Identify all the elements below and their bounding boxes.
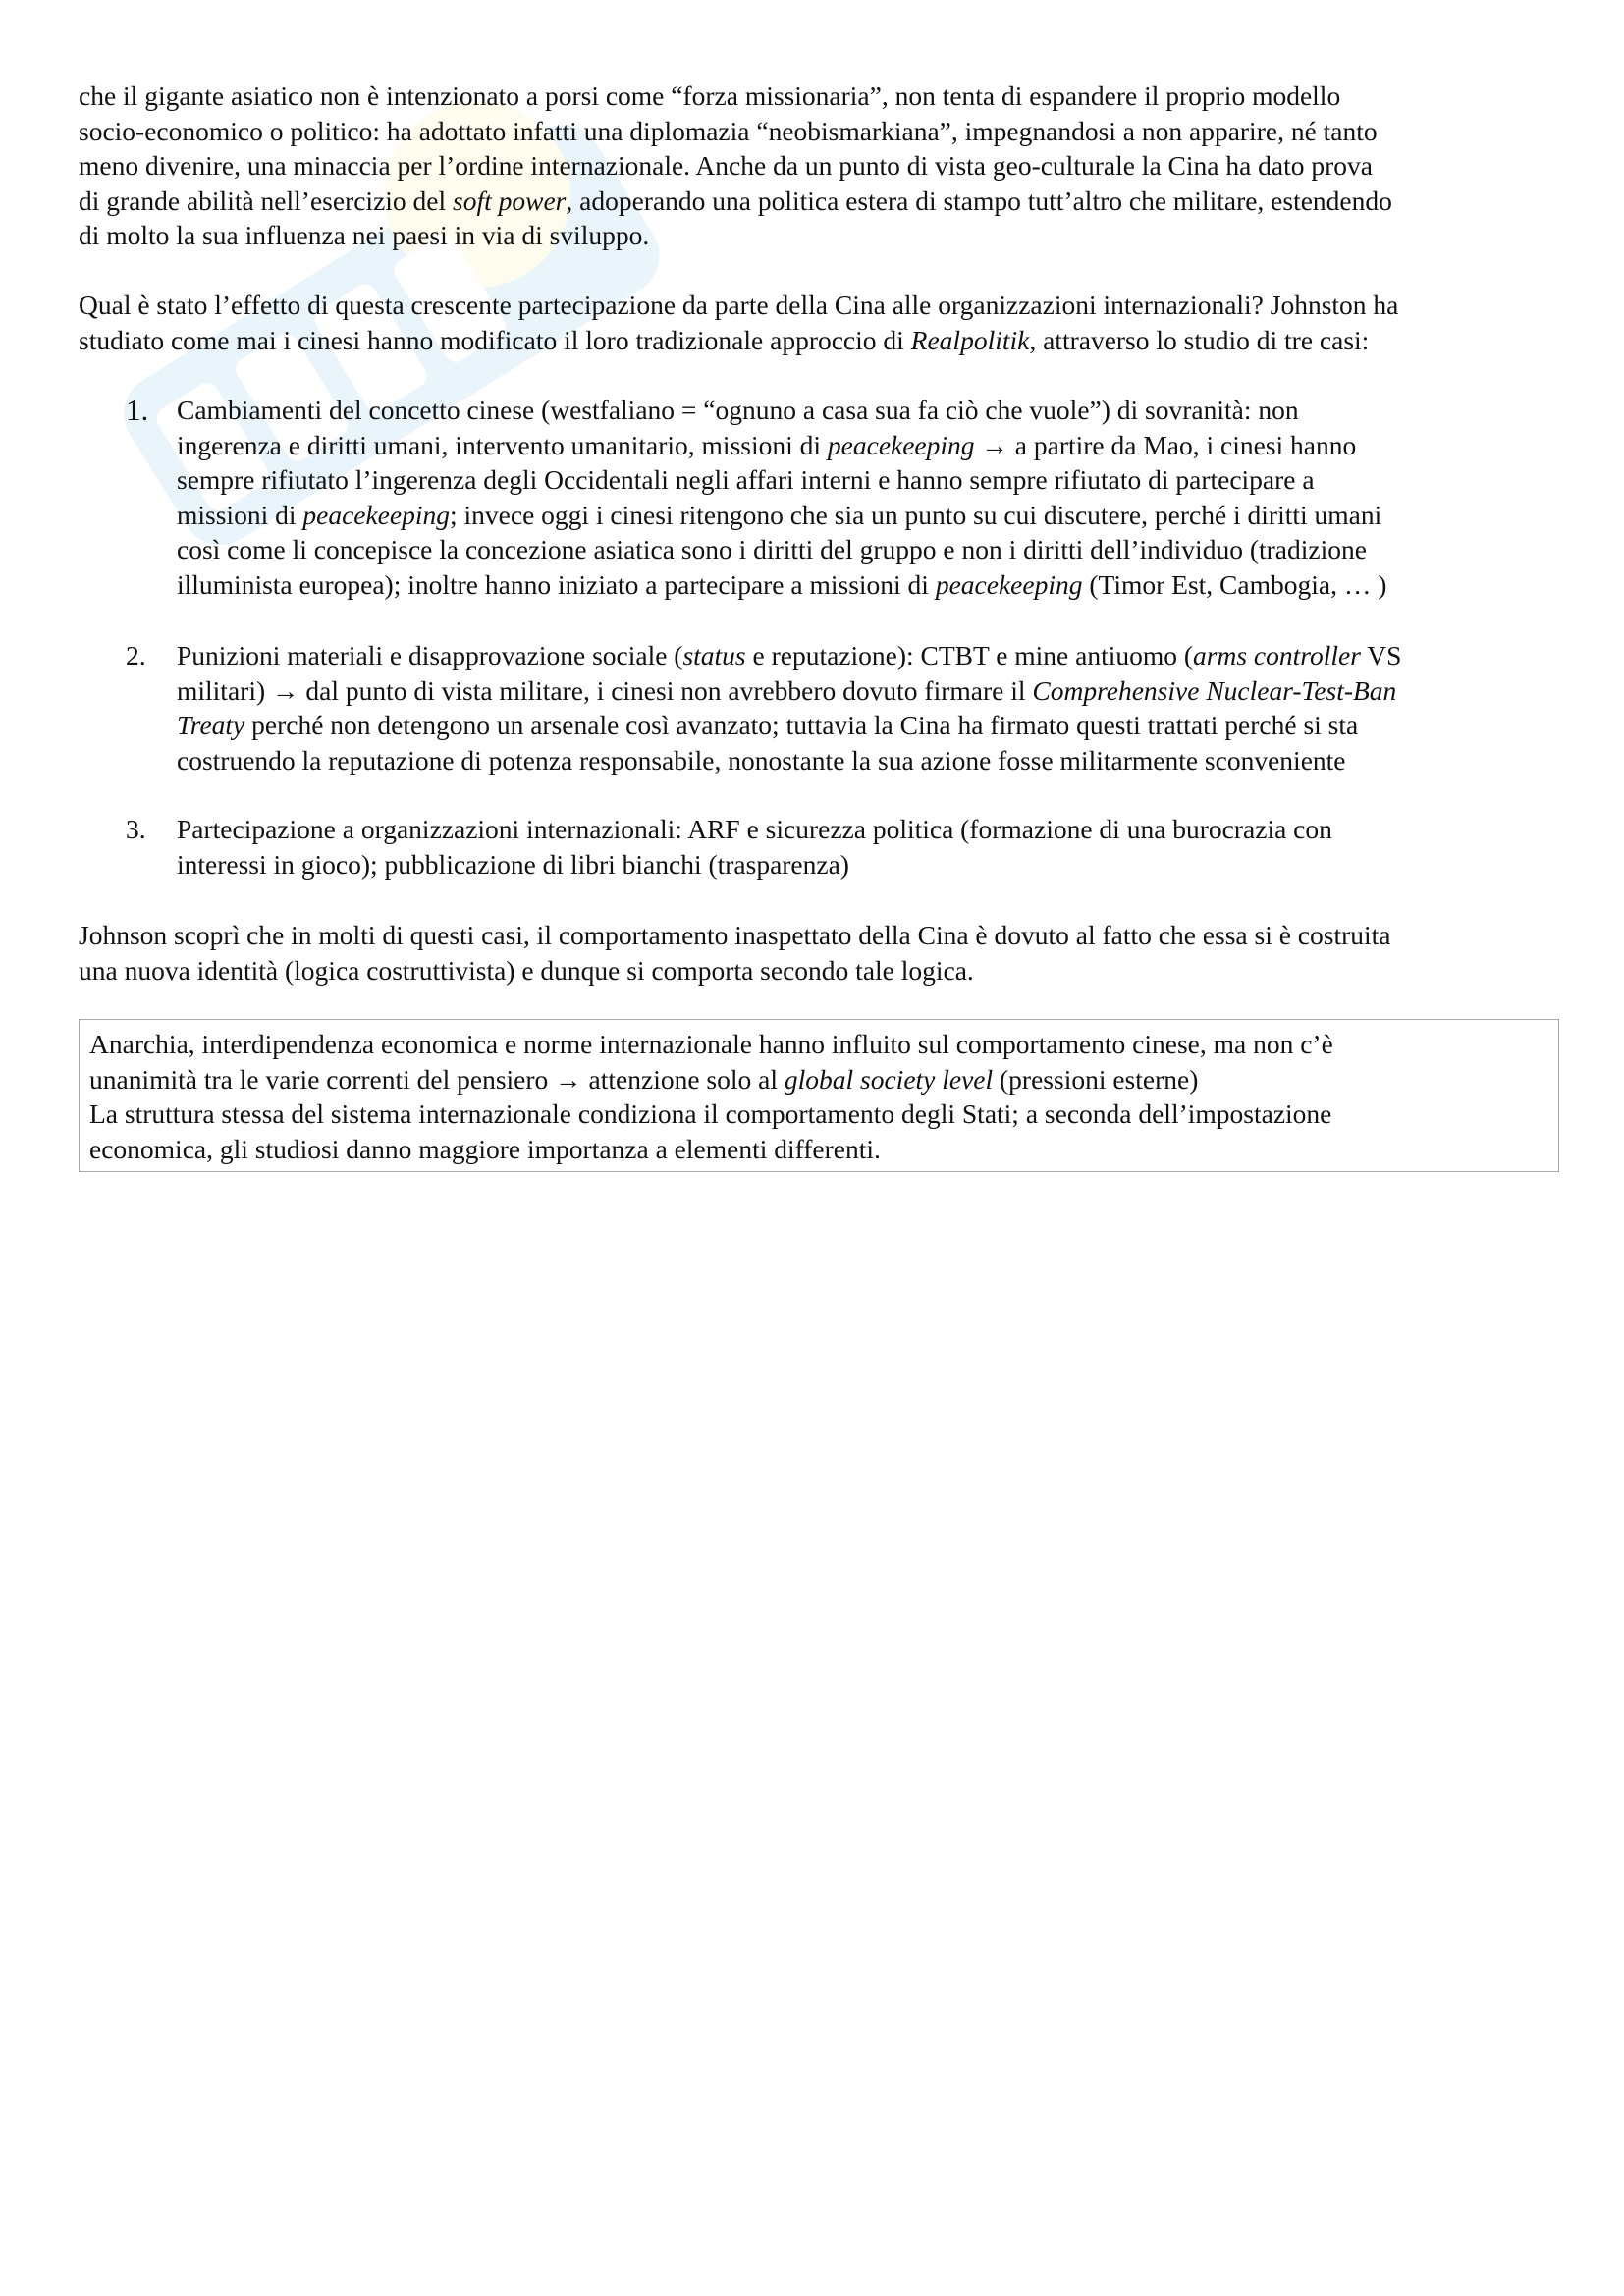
list-line: Cambiamenti del concetto cinese (westfaliano = “ognuno a casa sua fa ciò che vuole”) di sovranità: non [177, 395, 1299, 425]
list-number: 2. [126, 640, 146, 670]
list-line: illuminista europea); inoltre hanno iniziato a partecipare a missioni di peacekeeping (Timor Est, Cambogia, … ) [177, 568, 1387, 600]
list-line: costruendo la reputazione di potenza responsabile, nonostante la sua azione fosse militarmente sconveniente [177, 744, 1346, 775]
note-line: economica, gli studiosi danno maggiore importanza a elementi differenti. [89, 1133, 881, 1164]
list-line: così come li concepisce la concezione asiatica sono i diritti del gruppo e non i diritti dell’individuo (tradizione [177, 534, 1367, 564]
list-line: missioni di peacekeeping; invece oggi i cinesi ritengono che sia un punto su cui discutere, perché i diritti umani [177, 499, 1382, 530]
list-line: Punizioni materiali e disapprovazione sociale (status e reputazione): CTBT e mine antiuomo (arms controller VS [177, 640, 1402, 670]
intro-line: che il gigante asiatico non è intenzionato a porsi come “forza missionaria”, non tenta di espandere il proprio modello [79, 80, 1341, 111]
note-line: Anarchia, interdipendenza economica e norme internazionale hanno influito sul comportamento cinese, ma non c’è [89, 1029, 1333, 1059]
conclusion-line: Johnson scoprì che in molti di questi casi, il comportamento inaspettato della Cina è dovuto al fatto che essa si è costruita [79, 920, 1391, 950]
intro-line: socio-economico o politico: ha adottato infatti una diplomazia “neobismarkiana”, impegnandosi a non apparire, né tanto [79, 115, 1378, 146]
list-line: militari) → dal punto di vista militare, i cinesi non avrebbero dovuto firmare il Comprehensive Nuclear-Test-Ban [177, 674, 1397, 706]
list-line: interessi in gioco); pubblicazione di libri bianchi (trasparenza) [177, 848, 849, 880]
list-item-body [177, 812, 1551, 881]
note-box [79, 1019, 1559, 1172]
list-line: Treaty perché non detengono un arsenale così avanzato; tuttavia la Cina ha firmato questi trattati perché si sta [177, 710, 1359, 740]
intro-line: meno divenire, una minaccia per l’ordine internazionale. Anche da un punto di vista geo-culturale la Cina ha dato prova [79, 150, 1373, 181]
list-number: 1. [126, 393, 149, 427]
question-line: studiato come mai i cinesi hanno modificato il loro tradizionale approccio di Realpolitik, attraverso lo studio di tre casi: [79, 324, 1370, 355]
list-item-body [177, 393, 1551, 602]
list-item-body [177, 638, 1551, 777]
conclusion-line: una nuova identità (logica costruttivista) e dunque si comporta secondo tale logica. [79, 954, 974, 986]
question-paragraph [79, 288, 1561, 357]
note-line: La struttura stessa del sistema internazionale condiziona il comportamento degli Stati; a seconda dell’impostazione [89, 1098, 1332, 1129]
intro-line: di grande abilità nell’esercizio del soft power, adoperando una politica estera di stampo tutt’altro che militare, estendendo [79, 185, 1392, 216]
list-line: ingerenza e diritti umani, intervento umanitario, missioni di peacekeeping → a partire da Mao, i cinesi hanno [177, 429, 1357, 460]
note-line: unanimità tra le varie correnti del pensiero → attenzione solo al global society level (pressioni esterne) [89, 1063, 1199, 1095]
list-line: Partecipazione a organizzazioni internazionali: ARF e sicurezza politica (formazione di una burocrazia con [177, 814, 1332, 844]
note-text [89, 1027, 1543, 1166]
intro-paragraph [79, 79, 1561, 253]
list-number: 3. [126, 814, 146, 844]
intro-line: di molto la sua influenza nei paesi in via di sviluppo. [79, 220, 650, 250]
question-line: Qual è stato l’effetto di questa crescente partecipazione da parte della Cina alle organizzazioni internazionali? Johnston ha [79, 290, 1399, 320]
conclusion-paragraph [79, 918, 1561, 988]
list-line: sempre rifiutato l’ingerenza degli Occidentali negli affari interni e hanno sempre rifiutato di partecipare a [177, 464, 1315, 495]
